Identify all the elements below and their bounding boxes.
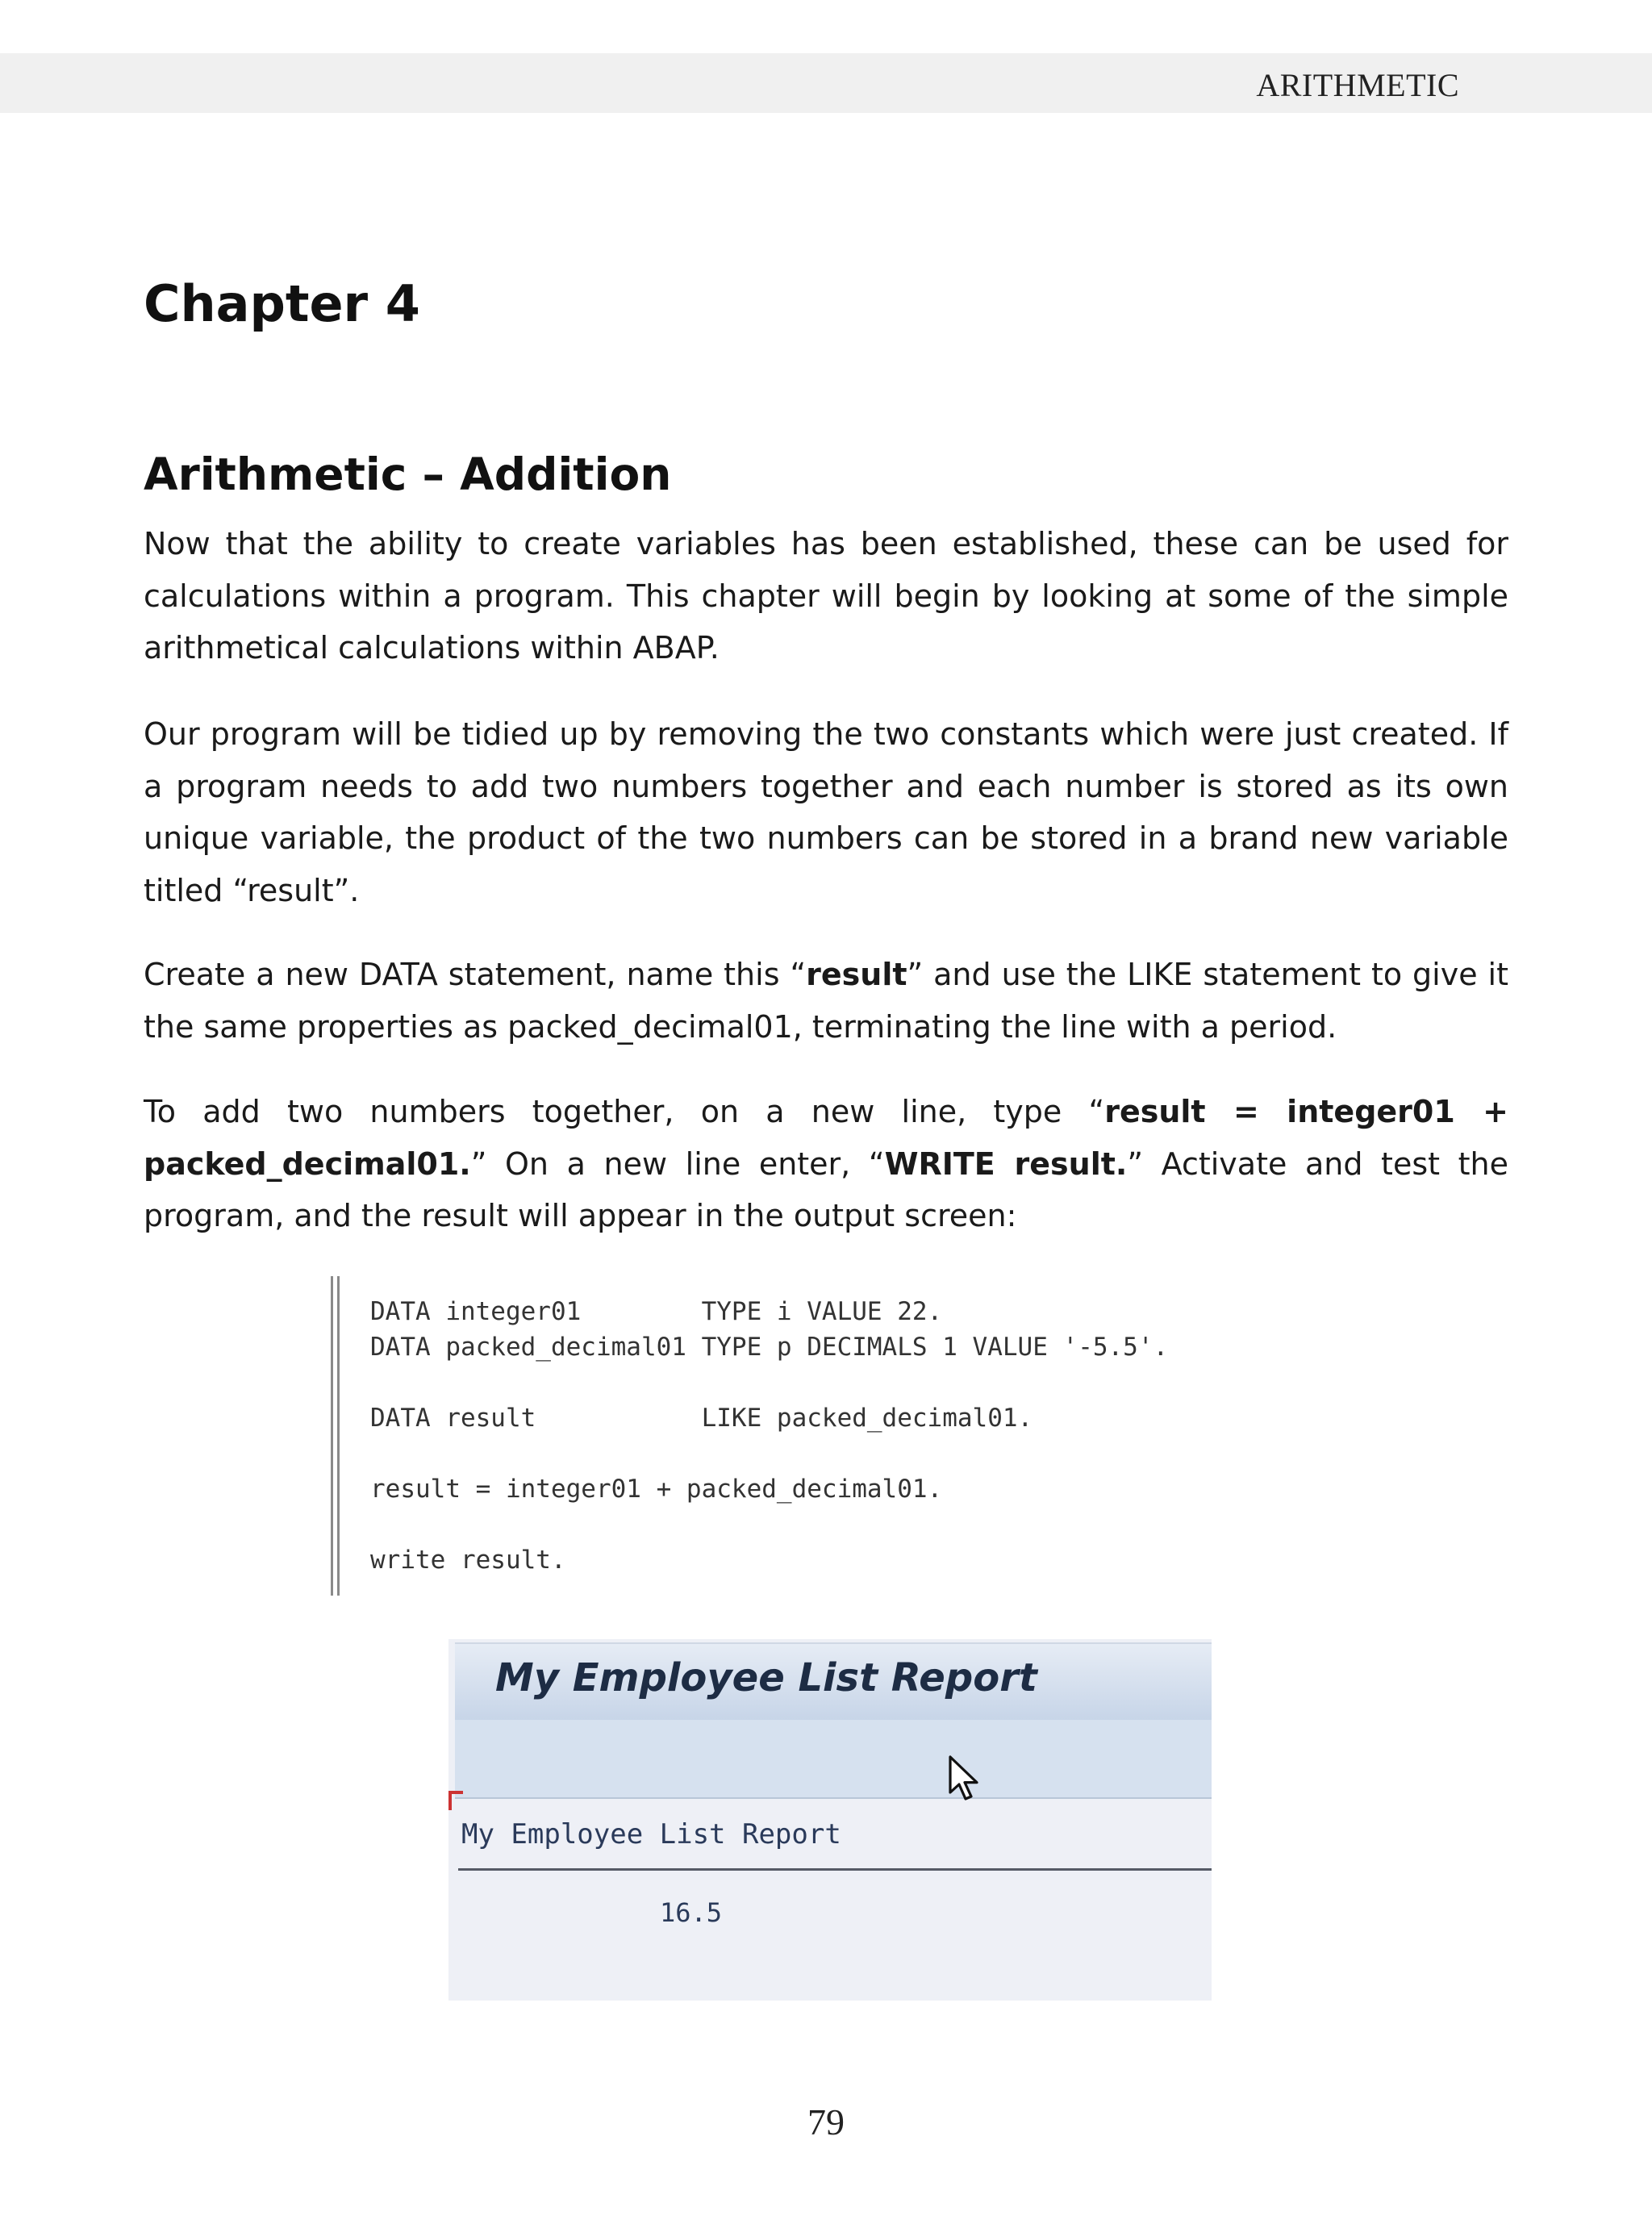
code-line-2: DATA packed_decimal01 TYPE p DECIMALS 1 VALUE '-5.5'.	[370, 1333, 1169, 1362]
paragraph-intro: Now that the ability to create variables has been established, these can be used for calculations within a program. This chapter will begin by looking at some of the simple arithmetical calculations within ABAP.	[144, 526, 1508, 666]
p4-text-2: ” On a new line enter, “	[470, 1145, 885, 1182]
output-window-title: My Employee List Report	[495, 1655, 1037, 1700]
code-screenshot	[331, 1276, 1269, 1596]
paragraph-create-data	[144, 949, 1508, 1053]
page-number: 79	[807, 2101, 845, 2143]
chapter-title: Chapter 4	[144, 274, 420, 333]
p4-text-1: To add two numbers together, on a new line, type “	[144, 1094, 1105, 1129]
selection-corner-mark	[448, 1791, 463, 1810]
code-line-1: DATA integer01 TYPE i VALUE 22.	[370, 1297, 943, 1326]
output-toolbar	[455, 1720, 1212, 1799]
code-line-3: DATA result LIKE packed_decimal01.	[370, 1404, 1033, 1433]
running-header-title: ARITHMETIC	[1256, 67, 1459, 103]
p4-text-3: ” Activate and test the program, and the result will appear in the output screen:	[144, 1145, 1508, 1233]
section-title: Arithmetic – Addition	[144, 449, 672, 500]
p3-text-after: ” and use the LIKE statement to give it the same properties as packed_decimal01, terminating the line with a period.	[144, 957, 1508, 1045]
output-result-value: 16.5	[660, 1897, 723, 1928]
code-line-5: write result.	[370, 1546, 566, 1575]
output-list-header: My Employee List Report	[461, 1818, 841, 1851]
mouse-pointer-icon	[947, 1755, 986, 1804]
paragraph-program-tidy: Our program will be tidied up by removing the two constants which were just created. If a program needs to add two numbers together and each number is stored as its own unique variable, the product of the two numbers can be stored in a brand new variable titled “result”.	[144, 716, 1508, 908]
code-line-4: result = integer01 + packed_decimal01.	[370, 1475, 943, 1504]
p3-bold-result: result	[806, 957, 907, 992]
p4-bold-write: WRITE result.	[884, 1145, 1128, 1182]
output-list-divider	[458, 1868, 1212, 1871]
output-window-screenshot	[448, 1639, 1212, 2001]
paragraph-add-numbers	[144, 1086, 1508, 1242]
p4-bold-statement: result = integer01 + packed_decimal01.	[144, 1094, 1509, 1182]
output-title-bar	[455, 1642, 1212, 1720]
p3-text-before: Create a new DATA statement, name this “	[144, 957, 807, 992]
